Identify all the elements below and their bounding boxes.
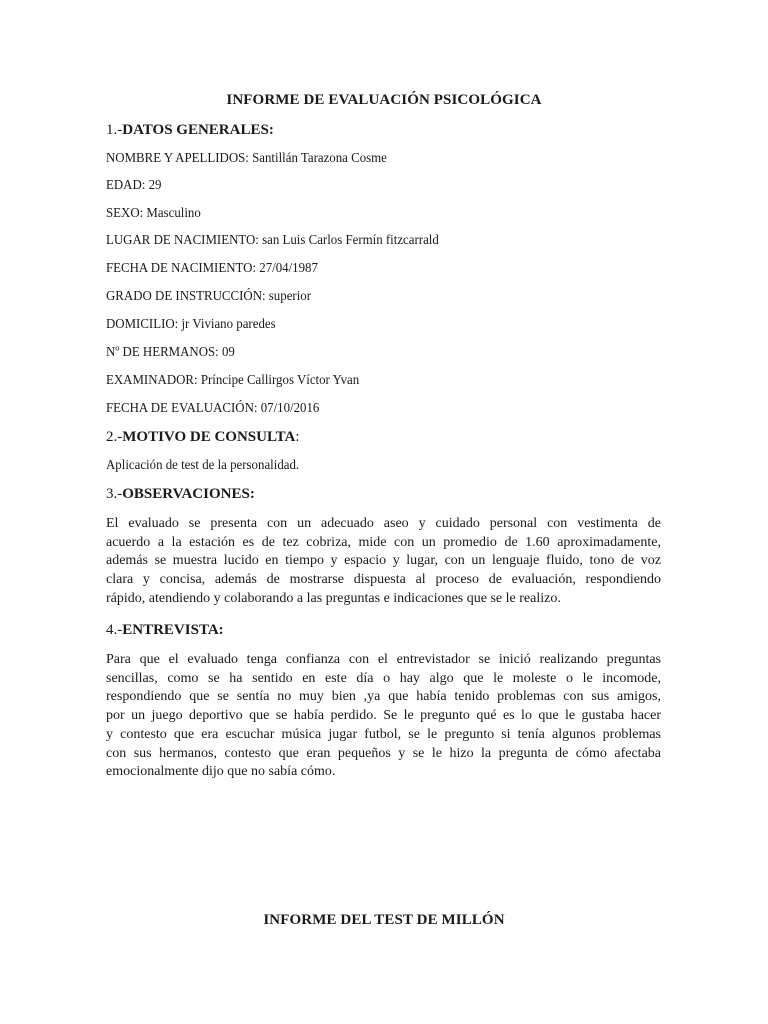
paragraph-line: rápido, atendiendo y colaborando a las preguntas e indicaciones que se le realizo. <box>106 590 561 606</box>
field-label: EXAMINADOR: <box>106 373 198 388</box>
section-heading-datos-generales <box>106 122 274 139</box>
section-title: DATOS GENERALES: <box>122 122 274 138</box>
section-title: OBSERVACIONES: <box>122 486 255 502</box>
field-label: FECHA DE EVALUACIÓN: <box>106 401 258 416</box>
field-value: 07/10/2016 <box>260 401 320 416</box>
paragraph-line: emocionalmente dijo que no sabía cómo. <box>106 764 336 780</box>
field-label: GRADO DE INSTRUCCIÓN: <box>106 289 266 304</box>
paragraph-line: con sus hermanos, contesto que eran pequeños y se le hizo la pregunta de cómo afectaba <box>106 745 661 761</box>
paragraph-line: Para que el evaluado tenga confianza con el entrevistador se inició realizando preguntas <box>106 652 661 667</box>
paragraph-line: acuerdo a la estación es de tez cobriza, mide con un promedio de 1.60 aproximadamente, <box>106 534 661 550</box>
field-fecha-nacimiento <box>106 261 318 277</box>
entrevista-paragraph <box>106 651 661 782</box>
paragraph-line: además se muestra lucido en tiempo y espacio y lugar, con un lenguaje fluido, tono de voz <box>106 553 661 569</box>
field-label: EDAD: <box>106 178 146 193</box>
field-value: Príncipe Callirgos Víctor Yvan <box>200 373 360 388</box>
section-number: 4.- <box>106 622 123 638</box>
field-lugar-nacimiento <box>106 233 439 249</box>
paragraph-line: por un juego deportivo que se había perdido. Se le pregunto qué es lo que le gustaba hacer <box>106 708 661 724</box>
field-value: san Luis Carlos Fermín fitzcarrald <box>262 233 439 248</box>
field-value: 09 <box>221 345 235 360</box>
field-edad <box>106 178 161 194</box>
section-number: 2.- <box>106 429 123 445</box>
field-value: jr Viviano paredes <box>181 317 276 332</box>
field-label: Nº DE HERMANOS: <box>106 345 219 360</box>
section-suffix: : <box>295 429 300 445</box>
field-value: Santillán Tarazona Cosme <box>252 151 387 166</box>
paragraph-line: respondiendo que se sentía no muy bien ,ya que había tenido problemas con sus amigos, <box>106 689 661 705</box>
field-label: DOMICILIO: <box>106 317 179 332</box>
section-number: 1.- <box>106 122 123 138</box>
section-title: MOTIVO DE CONSULTA <box>122 429 296 445</box>
field-sexo <box>106 206 201 222</box>
field-grado-instruccion <box>106 289 311 305</box>
paragraph-line: sencillas, como se ha sentido en este día o hay algo que le moleste o le incomode, <box>106 670 661 686</box>
field-value: Masculino <box>146 206 201 221</box>
field-domicilio <box>106 317 276 333</box>
field-label: SEXO: <box>106 206 144 221</box>
field-value: 27/04/1987 <box>259 261 318 276</box>
field-label: NOMBRE Y APELLIDOS: <box>106 151 249 166</box>
field-examinador <box>106 373 359 389</box>
section-heading-observaciones <box>106 486 255 503</box>
motivo-text: Aplicación de test de la personalidad. <box>106 458 300 473</box>
paragraph-line: clara y concisa, además de mostrarse dispuesta al proceso de evaluación, respondiendo <box>106 572 661 588</box>
paragraph-line: El evaluado se presenta con un adecuado aseo y cuidado personal con vestimenta de <box>106 516 661 531</box>
field-value: superior <box>268 289 312 304</box>
paragraph-line: y contesto que era escuchar música jugar futbol, se le pregunto si tenía algunos problemas <box>106 726 661 742</box>
field-value: 29 <box>148 178 162 193</box>
field-label: FECHA DE NACIMIENTO: <box>106 261 257 276</box>
document-title: INFORME DE EVALUACIÓN PSICOLÓGICA <box>226 92 542 108</box>
field-hermanos <box>106 345 235 361</box>
field-fecha-evaluacion <box>106 401 319 417</box>
section-heading-motivo <box>106 429 300 446</box>
second-title: INFORME DEL TEST DE MILLÓN <box>263 912 505 928</box>
field-label: LUGAR DE NACIMIENTO: <box>106 233 259 248</box>
section-title: ENTREVISTA: <box>122 622 224 638</box>
section-number: 3.- <box>106 486 123 502</box>
field-nombre <box>106 151 387 167</box>
section-heading-entrevista <box>106 622 224 639</box>
observaciones-paragraph <box>106 515 661 609</box>
